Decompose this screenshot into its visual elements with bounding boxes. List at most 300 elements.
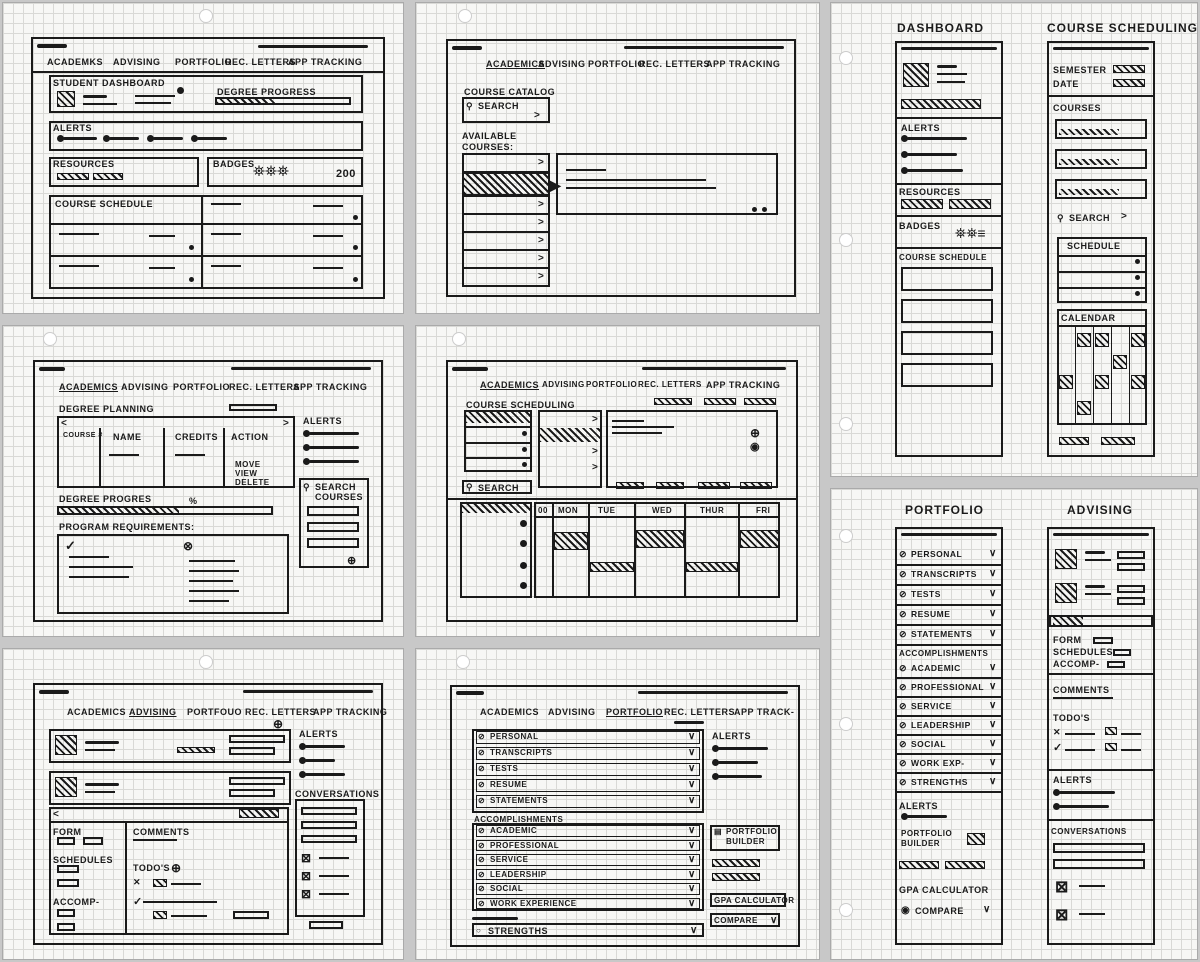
divider: [1047, 673, 1155, 675]
schedule-card[interactable]: [901, 267, 993, 291]
nav-rec-letters[interactable]: REC. LETTERS: [639, 59, 711, 69]
alert-line[interactable]: [907, 169, 963, 172]
text-line: [1085, 559, 1111, 561]
status-icon: ⊘: [899, 701, 908, 711]
mobile-accomplishment-item-label[interactable]: PROFESSIONAL: [911, 682, 985, 692]
badges-label: BADGES: [899, 221, 941, 231]
compare-label[interactable]: COMPARE: [714, 916, 758, 925]
action-dot[interactable]: [752, 207, 757, 212]
nav-app-tracking[interactable]: APP TRACK-: [734, 707, 795, 717]
todo-checkbox[interactable]: [1105, 743, 1117, 751]
binder-hole: [199, 655, 213, 669]
nav-advising[interactable]: ADVISING: [121, 382, 169, 392]
accomplishment-item-label[interactable]: SERVICE: [490, 855, 529, 864]
schedule-field[interactable]: [1113, 649, 1131, 656]
todo-field[interactable]: [233, 911, 269, 919]
chevron-right-icon[interactable]: >: [592, 446, 598, 457]
divider: [895, 117, 1003, 119]
status-icon: ⊘: [478, 869, 486, 879]
text-line: [175, 454, 205, 456]
status-icon: ⊘: [478, 855, 486, 864]
selected-section[interactable]: [539, 428, 601, 442]
chevron-right-icon[interactable]: >: [538, 253, 544, 264]
chevron-down-icon[interactable]: ∨: [989, 681, 997, 692]
calendar-block[interactable]: [1077, 333, 1091, 347]
nav-rec-letters[interactable]: REC. LETTERS: [638, 380, 702, 389]
conversation-item[interactable]: [301, 807, 357, 815]
calendar-block[interactable]: [1131, 333, 1145, 347]
resource-item[interactable]: [901, 199, 943, 209]
conversation-item[interactable]: [301, 835, 357, 843]
nav-advising[interactable]: ADVISING: [542, 380, 585, 389]
chevron-down-icon[interactable]: ∨: [989, 757, 997, 768]
chevron-down-icon[interactable]: ∨: [989, 588, 997, 599]
nav-app-tracking[interactable]: APP TRACKING: [288, 57, 363, 67]
sheet-course-catalog: [415, 2, 820, 314]
binder-hole: [839, 233, 853, 247]
divider: [895, 183, 1003, 185]
todo-checkbox[interactable]: [1105, 727, 1117, 735]
calendar-block[interactable]: [1095, 333, 1109, 347]
text-line: [59, 265, 99, 267]
chevron-down-icon[interactable]: ∨: [989, 700, 997, 711]
accomp-field[interactable]: [57, 909, 75, 917]
filter-tab[interactable]: [704, 398, 736, 405]
logo: [39, 367, 65, 371]
chevron-down-icon[interactable]: ∨: [983, 904, 991, 915]
nav-academics[interactable]: ACADEMKS: [47, 57, 104, 67]
nav-academics[interactable]: ACADEMICS: [59, 382, 119, 392]
phone-header: [901, 47, 997, 50]
window-controls: [642, 367, 786, 370]
chevron-down-icon[interactable]: ∨: [989, 568, 997, 579]
phone-header: [1053, 47, 1149, 50]
chevron-left-icon[interactable]: <: [53, 809, 59, 820]
action-field[interactable]: [229, 747, 275, 755]
todo-checkbox[interactable]: [153, 879, 167, 887]
alert-line[interactable]: [109, 137, 139, 140]
search-courses-label[interactable]: SEARCH COURSES: [315, 482, 364, 502]
text-line: [83, 103, 117, 105]
text-line: [1065, 749, 1095, 751]
text-line: [189, 590, 239, 592]
alert-line[interactable]: [907, 815, 947, 818]
chevron-down-icon[interactable]: ∨: [688, 839, 696, 851]
text-line: [313, 267, 343, 269]
gpa-calculator-label[interactable]: GPA CALCULATOR: [899, 885, 989, 895]
calendar-label: CALENDAR: [1061, 313, 1116, 323]
action-field[interactable]: [1117, 551, 1145, 559]
nav-portfolio[interactable]: PORTFOLIO: [588, 59, 645, 69]
action-field[interactable]: [229, 789, 275, 797]
chevron-right-icon[interactable]: >: [592, 462, 598, 473]
divider: [534, 516, 780, 518]
alert-line[interactable]: [907, 137, 967, 140]
nav-advising[interactable]: ADVISING: [548, 707, 596, 717]
section-tag[interactable]: [656, 482, 684, 489]
comments-label: COMMENTS: [133, 827, 190, 837]
search-label[interactable]: SEARCH: [1069, 213, 1111, 223]
course-progress: [1059, 159, 1119, 165]
nav-academics[interactable]: ACADEMICS: [67, 707, 127, 717]
builder-option[interactable]: [712, 859, 760, 867]
nav-app-tracking[interactable]: APP TRACKING: [293, 382, 368, 392]
form-field[interactable]: [83, 837, 103, 845]
text-line: [189, 580, 233, 582]
chevron-down-icon[interactable]: ∨: [688, 825, 696, 836]
portfolio-builder-icon[interactable]: [967, 833, 985, 845]
chevron-down-icon[interactable]: ∨: [989, 776, 997, 787]
accomp-field[interactable]: [57, 923, 75, 931]
chevron-down-icon[interactable]: ∨: [989, 628, 997, 639]
portfolio-item-label[interactable]: TRANSCRIPTS: [490, 748, 553, 757]
chevron-down-icon[interactable]: ∨: [989, 662, 997, 673]
text-line: [211, 265, 241, 267]
circle-icon: ○: [476, 926, 482, 935]
binder-hole: [199, 9, 213, 23]
chevron-down-icon[interactable]: ∨: [688, 868, 696, 880]
divider: [895, 215, 1003, 217]
accomplishment-item-label[interactable]: WORK EXPERIENCE: [490, 898, 577, 908]
session-tab[interactable]: [239, 809, 279, 818]
x-icon[interactable]: ✕: [1053, 727, 1062, 737]
compare-label[interactable]: COMPARE: [915, 906, 964, 916]
conversation-item[interactable]: [301, 821, 357, 829]
nav-app-tracking[interactable]: APP TRACKING: [706, 59, 781, 69]
chevron-right-icon[interactable]: >: [538, 217, 544, 228]
divider: [462, 171, 550, 173]
alert-line[interactable]: [63, 137, 97, 140]
nav-rec-letters[interactable]: REC. LETTERS: [225, 57, 297, 67]
calendar-block[interactable]: [1113, 355, 1127, 369]
calendar-block[interactable]: [1077, 401, 1091, 415]
search-label[interactable]: SEARCH: [478, 101, 520, 111]
portfolio-item-label[interactable]: RESUME: [490, 780, 528, 789]
col-course: COURSE #: [63, 432, 103, 439]
calendar-block[interactable]: [636, 530, 684, 548]
status-icon: ⊘: [899, 720, 908, 730]
alert-line[interactable]: [309, 460, 359, 463]
alert-line[interactable]: [309, 432, 359, 435]
resources-label: RESOURCES: [899, 187, 961, 197]
nav-advising[interactable]: ADVISING: [113, 57, 161, 67]
semester-label: SEMESTER: [1053, 65, 1107, 75]
nav-portfolio[interactable]: PORTFOUO: [187, 707, 242, 717]
divider: [31, 71, 385, 73]
accomplishment-item-label[interactable]: PROFESSIONAL: [490, 840, 560, 850]
text-line: [133, 839, 177, 841]
degree-progress-label: DEGREE PROGRES: [59, 494, 152, 504]
divider: [446, 498, 798, 500]
accomplishment-item-label[interactable]: SOCIAL: [490, 884, 524, 893]
available-courses-label: AVAILABLE COURSES:: [462, 131, 517, 152]
status-icon: ⊘: [899, 758, 908, 768]
action-dot[interactable]: [762, 207, 767, 212]
divider: [895, 772, 1003, 774]
check-icon[interactable]: ✓: [133, 896, 143, 908]
alert-line[interactable]: [197, 137, 227, 140]
selected-course[interactable]: [461, 503, 531, 513]
nav-advising[interactable]: ADVISING: [538, 59, 586, 69]
mobile-accomplishment-item-label[interactable]: ACADEMIC: [911, 663, 961, 673]
chevron-right-icon[interactable]: >: [534, 110, 540, 121]
text-line: [85, 783, 119, 786]
chevron-down-icon[interactable]: ∨: [989, 608, 997, 619]
text-line: [135, 102, 171, 104]
mobile-accomplishment-item-label[interactable]: LEADERSHIP: [911, 720, 971, 730]
divider: [684, 502, 686, 598]
divider: [895, 791, 1003, 793]
divider: [223, 428, 225, 488]
mobile-portfolio-item-label[interactable]: STATEMENTS: [911, 629, 973, 639]
status-dot: [189, 277, 194, 282]
sheet-student-dashboard: [2, 2, 404, 314]
portfolio-builder-label[interactable]: PORTFOLIO BUILDER: [726, 827, 778, 846]
calendar-block[interactable]: [1131, 375, 1145, 389]
accomplishment-item-label[interactable]: ACADEMIC: [490, 826, 538, 835]
text-line: [149, 235, 175, 237]
status-icon: ⊘: [478, 884, 486, 893]
mobile-scheduling-title: COURSE SCHEDULING: [1047, 21, 1199, 35]
todo-checkbox[interactable]: [153, 911, 167, 919]
chevron-right-icon[interactable]: >: [1121, 211, 1127, 222]
builder-option[interactable]: [899, 861, 939, 869]
mobile-accomplishment-item-label[interactable]: SOCIAL: [911, 739, 947, 749]
mobile-portfolio-item-label[interactable]: TRANSCRIPTS: [911, 569, 977, 579]
chevron-down-icon[interactable]: ∨: [688, 883, 696, 894]
section-tag[interactable]: [740, 482, 772, 489]
chevron-down-icon[interactable]: ∨: [770, 915, 778, 926]
nav-rec-letters[interactable]: REC. LETTERS: [245, 707, 317, 717]
schedules-label: SCHEDULES: [53, 855, 114, 865]
message-icon[interactable]: ⊠: [1055, 907, 1069, 924]
divider: [1129, 325, 1130, 425]
alert-line[interactable]: [309, 446, 359, 449]
selected-course[interactable]: [465, 411, 531, 423]
alert-line[interactable]: [305, 745, 345, 748]
selected-course[interactable]: [463, 173, 549, 195]
chevron-down-icon[interactable]: ∨: [989, 719, 997, 730]
course-schedule-label: COURSE SCHEDULE: [55, 199, 154, 209]
alert-line[interactable]: [718, 761, 758, 764]
text-line: [189, 560, 235, 562]
schedule-field[interactable]: [57, 865, 79, 873]
alert-line[interactable]: [718, 775, 762, 778]
text-line: [566, 187, 716, 189]
action-field[interactable]: [229, 777, 285, 785]
conversation-item[interactable]: [1053, 859, 1145, 869]
status-icon: ⊘: [478, 826, 486, 835]
action-field[interactable]: [1117, 585, 1145, 593]
form-field[interactable]: [1093, 637, 1113, 644]
nav-advising[interactable]: ADVISING: [129, 707, 177, 717]
resource-item[interactable]: [93, 173, 123, 180]
nav-portfolio[interactable]: PORTFOLIO: [606, 707, 663, 717]
alert-line[interactable]: [907, 153, 957, 156]
divider: [1075, 325, 1076, 425]
action-move[interactable]: MOVE: [235, 460, 261, 469]
mobile-portfolio-item-label[interactable]: RESUME: [911, 609, 951, 619]
chevron-down-icon[interactable]: ∨: [989, 548, 997, 559]
mobile-accomplishment-item-label[interactable]: STRENGTHS: [911, 777, 968, 787]
action-field[interactable]: [1117, 597, 1145, 605]
filter-tab[interactable]: [744, 398, 776, 405]
status-dot: [520, 582, 527, 589]
strengths-label[interactable]: STRENGTHS: [488, 926, 549, 936]
mobile-portfolio-item-label[interactable]: PERSONAL: [911, 549, 963, 559]
badge-icon: ⛯⛯≡: [955, 225, 986, 241]
chevron-left-icon[interactable]: <: [61, 418, 67, 429]
portfolio-item-label[interactable]: PERSONAL: [490, 732, 539, 741]
schedule-field[interactable]: [57, 879, 79, 887]
builder-option[interactable]: [712, 873, 760, 881]
alert-line[interactable]: [718, 747, 768, 750]
portfolio-builder-label[interactable]: PORTFOLIO BUILDER: [901, 829, 953, 848]
accomplishment-item-label[interactable]: LEADERSHIP: [490, 869, 547, 879]
calendar-block[interactable]: [1095, 375, 1109, 389]
nav-academics[interactable]: ACADEMICS: [480, 380, 540, 390]
divider: [464, 426, 532, 428]
nav-rec-letters[interactable]: REC. LETTERS: [229, 382, 301, 392]
message-icon[interactable]: ⊠: [1055, 879, 1069, 896]
schedule-card[interactable]: [901, 363, 993, 387]
alert-line[interactable]: [153, 137, 183, 140]
message-icon[interactable]: ⊠: [301, 887, 312, 901]
alert-line[interactable]: [305, 773, 345, 776]
alert-line[interactable]: [305, 759, 335, 762]
form-field[interactable]: [57, 837, 75, 845]
semester-select[interactable]: [1113, 65, 1145, 73]
calendar-nav[interactable]: [1059, 437, 1089, 445]
pointer-icon: ▶: [550, 177, 561, 193]
text-line: [612, 426, 674, 428]
chevron-right-icon[interactable]: >: [592, 414, 598, 425]
resource-item[interactable]: [949, 199, 991, 209]
nav-app-tracking[interactable]: APP TRACKING: [313, 707, 388, 717]
status-icon: ⊘: [478, 748, 486, 757]
conversation-item[interactable]: [1053, 843, 1145, 853]
chevron-down-icon[interactable]: ∨: [688, 779, 696, 790]
window-controls: [231, 367, 371, 370]
section-tag[interactable]: [698, 482, 730, 489]
alert-line[interactable]: [1059, 805, 1109, 808]
message-icon[interactable]: ⊠: [301, 851, 312, 865]
selected-tab[interactable]: [1053, 617, 1083, 625]
schedule-card[interactable]: [901, 299, 993, 323]
chevron-down-icon[interactable]: ∨: [688, 731, 696, 742]
resource-item[interactable]: [57, 173, 89, 180]
x-icon[interactable]: ✕: [133, 877, 142, 887]
nav-app-tracking[interactable]: APP TRACKING: [706, 380, 781, 390]
chevron-down-icon[interactable]: ∨: [688, 795, 696, 806]
divider: [1057, 271, 1147, 273]
mobile-dashboard-title: DASHBOARD: [897, 21, 984, 35]
avatar: [55, 735, 77, 755]
nav-academics[interactable]: ACADEMICS: [480, 707, 540, 717]
chevron-down-icon[interactable]: ∨: [688, 747, 696, 758]
eye-icon[interactable]: ◉: [750, 441, 761, 453]
calendar-nav[interactable]: [1101, 437, 1135, 445]
text-line: [674, 721, 704, 724]
message-icon[interactable]: ⊠: [301, 869, 312, 883]
mobile-accomplishment-item-label[interactable]: WORK EXP-: [911, 758, 965, 768]
calendar-block[interactable]: [740, 530, 780, 548]
action-field[interactable]: [1117, 563, 1145, 571]
semester-tabs[interactable]: [229, 404, 277, 411]
chevron-right-icon[interactable]: >: [538, 271, 544, 282]
text-line: [69, 566, 133, 568]
mobile-portfolio-item-label[interactable]: TESTS: [911, 589, 941, 599]
date-select[interactable]: [1113, 79, 1145, 87]
chevron-right-icon[interactable]: >: [283, 418, 289, 429]
check-icon[interactable]: ✓: [1053, 742, 1063, 754]
schedule-card[interactable]: [901, 331, 993, 355]
calendar-block[interactable]: [554, 532, 588, 550]
filter-dropdown[interactable]: [307, 538, 359, 548]
chevron-right-icon[interactable]: >: [538, 199, 544, 210]
degree-progress-label: DEGREE PROGRESS: [217, 87, 317, 97]
text-line: [1065, 733, 1095, 735]
text-line: [1053, 697, 1113, 699]
portfolio-item-label[interactable]: TESTS: [490, 764, 519, 773]
chevron-right-icon[interactable]: >: [538, 235, 544, 246]
calendar-block[interactable]: [1059, 375, 1073, 389]
plus-icon[interactable]: ⊕: [750, 426, 761, 440]
chevron-down-icon[interactable]: ∨: [989, 738, 997, 749]
chevron-right-icon[interactable]: >: [538, 157, 544, 168]
nav-rec-letters[interactable]: REC. LETTERS: [664, 707, 736, 717]
gpa-calculator-label[interactable]: GPA CALCULATOR: [714, 896, 795, 905]
reply-button[interactable]: [309, 921, 343, 929]
action-delete[interactable]: DELETE: [235, 478, 270, 487]
plus-icon[interactable]: ⊕: [347, 555, 357, 567]
plus-icon[interactable]: ⊕: [171, 861, 182, 875]
chevron-down-icon[interactable]: ∨: [688, 763, 696, 774]
action-field[interactable]: [229, 735, 285, 743]
page-title: STUDENT DASHBOARD: [53, 78, 165, 88]
col-name: NAME: [113, 432, 142, 442]
accomp-field[interactable]: [1107, 661, 1125, 668]
nav-portfolio[interactable]: PORTFOLIO: [173, 382, 230, 392]
resources-label: RESOURCES: [53, 159, 115, 169]
chevron-down-icon[interactable]: ∨: [688, 897, 696, 909]
divider: [49, 821, 289, 823]
divider: [464, 457, 532, 459]
portfolio-item-label[interactable]: STATEMENTS: [490, 796, 549, 805]
nav-academics[interactable]: ACADEMICS: [486, 59, 546, 69]
filter-dropdown[interactable]: [307, 506, 359, 516]
mobile-accomplishment-item-label[interactable]: SERVICE: [911, 701, 952, 711]
nav-portfolio[interactable]: PORTFOLIO: [175, 57, 232, 67]
chevron-down-icon[interactable]: ∨: [688, 854, 696, 865]
accomplishments-label: ACCOMP-: [1053, 659, 1100, 669]
course-progress: [1059, 129, 1119, 135]
action-view[interactable]: VIEW: [235, 469, 258, 478]
plus-icon[interactable]: ⊕: [273, 717, 284, 731]
chevron-down-icon[interactable]: ∨: [690, 925, 698, 936]
section-tag[interactable]: [616, 482, 644, 489]
filter-tab[interactable]: [654, 398, 692, 405]
text-line: [472, 917, 518, 920]
nav-portfolio[interactable]: PORTFOLIO: [586, 380, 638, 389]
calendar-block[interactable]: [590, 562, 634, 572]
calendar-block[interactable]: [686, 562, 738, 572]
text-line: [143, 901, 217, 903]
builder-option[interactable]: [945, 861, 985, 869]
search-label[interactable]: SEARCH: [478, 483, 520, 493]
filter-dropdown[interactable]: [307, 522, 359, 532]
alert-line[interactable]: [1059, 791, 1115, 794]
